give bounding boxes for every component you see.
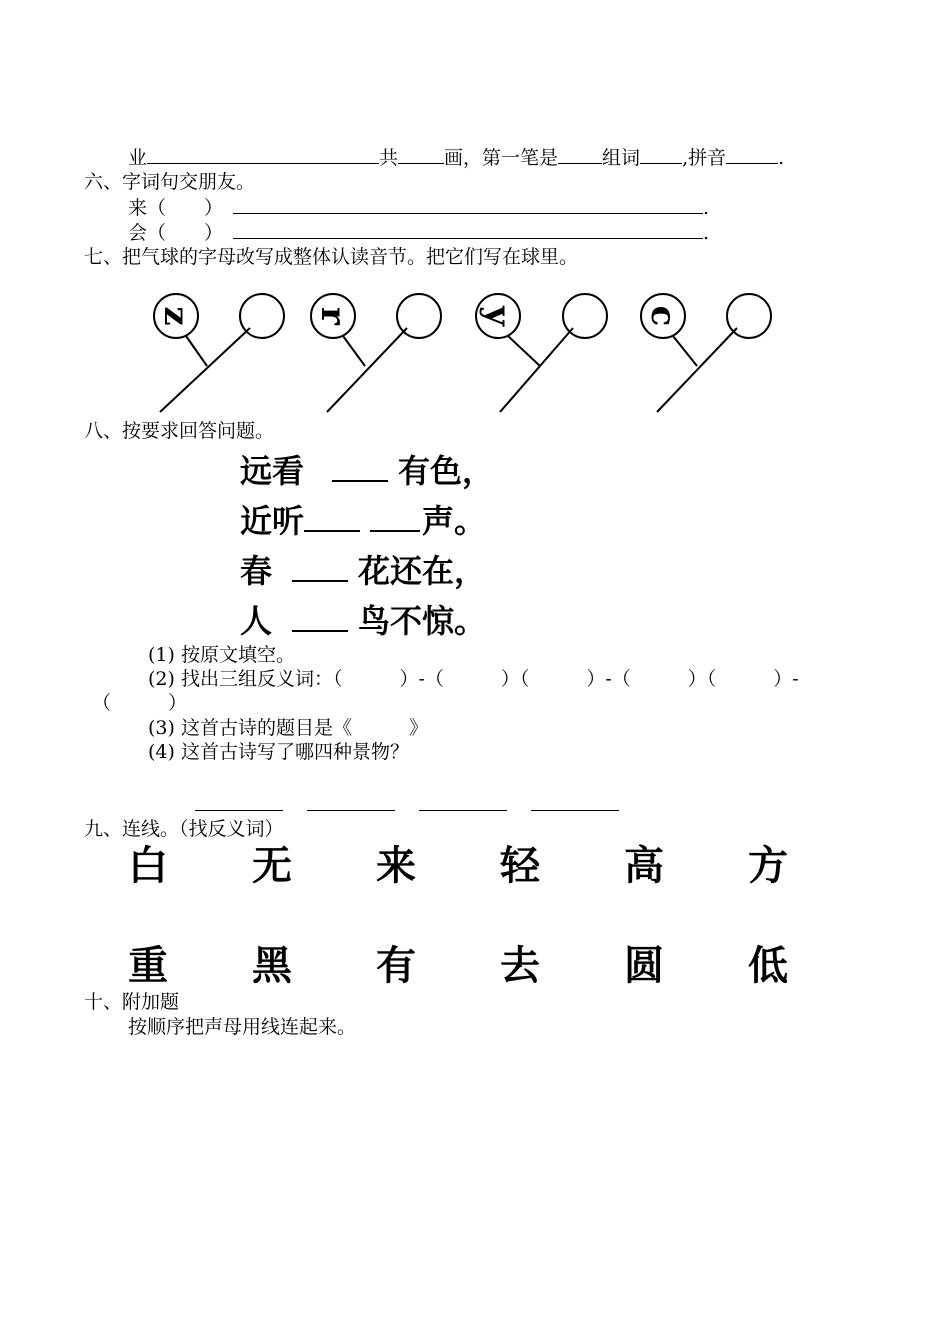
antonym-bottom-1[interactable]: 重 bbox=[128, 943, 168, 989]
poem-line-4-end: 鸟不惊。 bbox=[358, 602, 487, 640]
antonym-bottom-4[interactable]: 去 bbox=[500, 943, 540, 989]
q8-answer-lines bbox=[195, 796, 643, 815]
antonym-bottom-5[interactable]: 圆 bbox=[624, 943, 664, 989]
antonym-bottom-2[interactable]: 黑 bbox=[252, 943, 292, 989]
balloon-letter-4: c bbox=[643, 305, 683, 327]
q5-end: . bbox=[778, 147, 785, 169]
q7-title: 七、把气球的字母改写成整体认读音节。把它们写在球里。 bbox=[84, 246, 579, 268]
poem-line-1-start: 远看 bbox=[240, 452, 305, 490]
q8-sub-2: (2) 找出三组反义词：（ ）-（ ）（ ）-（ ）（ ）- bbox=[148, 668, 799, 690]
q8-sub-3: (3) 这首古诗的题目是《 》 bbox=[148, 717, 428, 739]
scene-blank-1[interactable] bbox=[195, 810, 283, 811]
antonym-bottom-6[interactable]: 低 bbox=[748, 943, 788, 989]
antonym-bottom-3[interactable]: 有 bbox=[376, 943, 416, 989]
poem-line-4 bbox=[240, 600, 486, 641]
poem-line-3-start: 春 bbox=[240, 552, 273, 590]
poem-line-2-end: 声。 bbox=[422, 502, 487, 540]
poem-blank-1[interactable] bbox=[332, 450, 388, 482]
q6-lai-dot: . bbox=[703, 197, 710, 219]
q8-sub-1: (1) 按原文填空。 bbox=[148, 644, 295, 666]
poem-line-4-start: 人 bbox=[240, 602, 273, 640]
poem-line-2 bbox=[240, 500, 486, 541]
scene-blank-2[interactable] bbox=[307, 810, 395, 811]
poem-blank-5[interactable] bbox=[292, 600, 348, 632]
q9-title: 九、连线。（找反义词） bbox=[84, 818, 284, 840]
antonym-top-5[interactable]: 高 bbox=[624, 843, 664, 889]
scene-blank-4[interactable] bbox=[531, 810, 619, 811]
poem-line-1 bbox=[240, 450, 494, 491]
q6-hui: 会（ ） bbox=[128, 222, 224, 244]
q10-title: 十、附加题 bbox=[84, 991, 180, 1013]
scene-blank-3[interactable] bbox=[419, 810, 507, 811]
antonym-top-1[interactable]: 白 bbox=[128, 843, 168, 889]
poem-blank-4[interactable] bbox=[292, 550, 348, 582]
poem-blank-3[interactable] bbox=[370, 500, 420, 532]
poem-line-3-end: 花还在， bbox=[358, 552, 487, 590]
q5-ye: 业 bbox=[128, 147, 148, 169]
q5-hua: 画，第一笔是 bbox=[444, 147, 559, 169]
q6-title: 六、字词句交朋友。 bbox=[84, 171, 256, 193]
balloon-drawing bbox=[0, 0, 950, 420]
poem-blank-2[interactable] bbox=[304, 500, 360, 532]
q6-lai: 来（ ） bbox=[128, 197, 224, 219]
q5-gong: 共 bbox=[379, 147, 399, 169]
q8-title: 八、按要求回答问题。 bbox=[84, 420, 275, 442]
antonym-top-2[interactable]: 无 bbox=[252, 843, 292, 889]
balloon-letter-1: z bbox=[156, 306, 196, 326]
balloon-letter-3: y bbox=[478, 306, 518, 326]
antonym-top-6[interactable]: 方 bbox=[748, 843, 788, 889]
q8-sub-4: (4) 这首古诗写了哪四种景物？ bbox=[148, 741, 409, 763]
balloon-letter-2: r bbox=[313, 307, 353, 325]
q5-pinyin: ,拼音 bbox=[682, 147, 727, 169]
poem-line-2-start: 近听 bbox=[240, 502, 305, 540]
poem-line-3 bbox=[240, 550, 486, 591]
q8-sub-2-wrap: （ ） bbox=[92, 692, 188, 714]
q6-hui-dot: . bbox=[703, 222, 710, 244]
antonym-top-3[interactable]: 来 bbox=[376, 843, 416, 889]
antonym-top-4[interactable]: 轻 bbox=[500, 843, 540, 889]
q5-zuci: 组词 bbox=[602, 147, 641, 169]
q10-sub: 按顺序把声母用线连起来。 bbox=[128, 1016, 357, 1038]
poem-line-1-end: 有色， bbox=[398, 452, 495, 490]
